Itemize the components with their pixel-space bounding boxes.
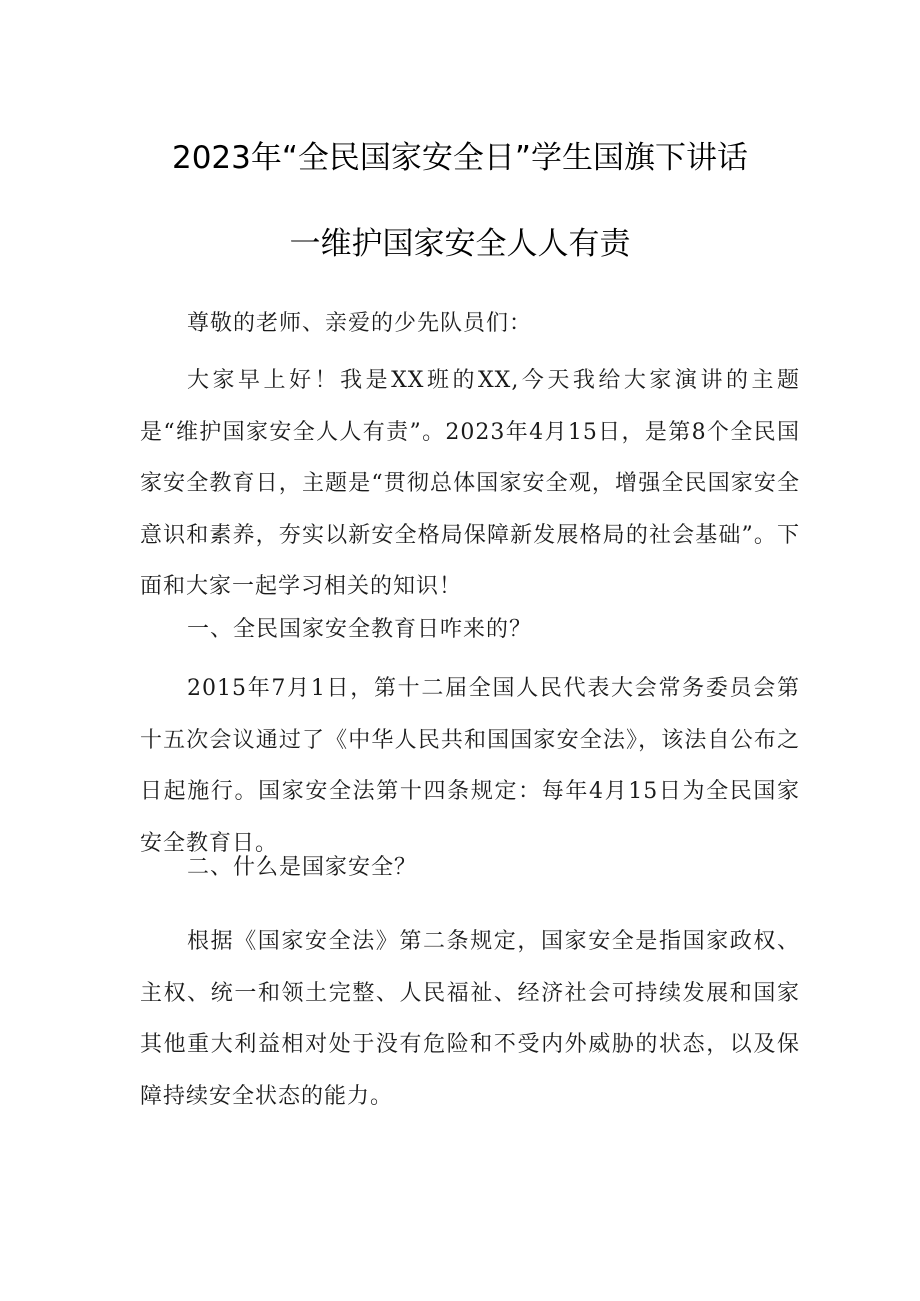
document-title-line2: 一维护国家安全人人有责	[289, 226, 631, 262]
paragraph-intro: 大家早上好！我是XX班的XX,今天我给大家演讲的主题是“维护国家安全人人有责”。2023年4月15日，是第8个全民国家安全教育日，主题是“贯彻总体国家安全观，增强全民国家安全意识和素养，夯实以新安全格局保障新发展格局的社会基础”。下面和大家一起学习相关的知识！	[140, 368, 800, 599]
paragraph-origin: 2015年7月1日，第十二届全国人民代表大会常务委员会第十五次会议通过了《中华人民共和国国家安全法》，该法自公布之日起施行。国家安全法第十四条规定：每年4月15日为全民国家安全教育日。	[140, 676, 800, 856]
section-heading-2: 二、什么是国家安全？	[187, 855, 418, 880]
section-heading-1: 一、全民国家安全教育日咋来的？	[187, 617, 533, 642]
document-title-line1: 2023年“全民国家安全日”学生国旗下讲话	[171, 140, 748, 176]
paragraph-definition: 根据《国家安全法》第二条规定，国家安全是指国家政权、主权、统一和领土完整、人民福祉、经济社会可持续发展和国家其他重大利益相对处于没有危险和不受内外威胁的状态，以及保障持续安全状态的能力。	[140, 929, 800, 1109]
salutation: 尊敬的老师、亲爱的少先队员们：	[187, 311, 533, 336]
